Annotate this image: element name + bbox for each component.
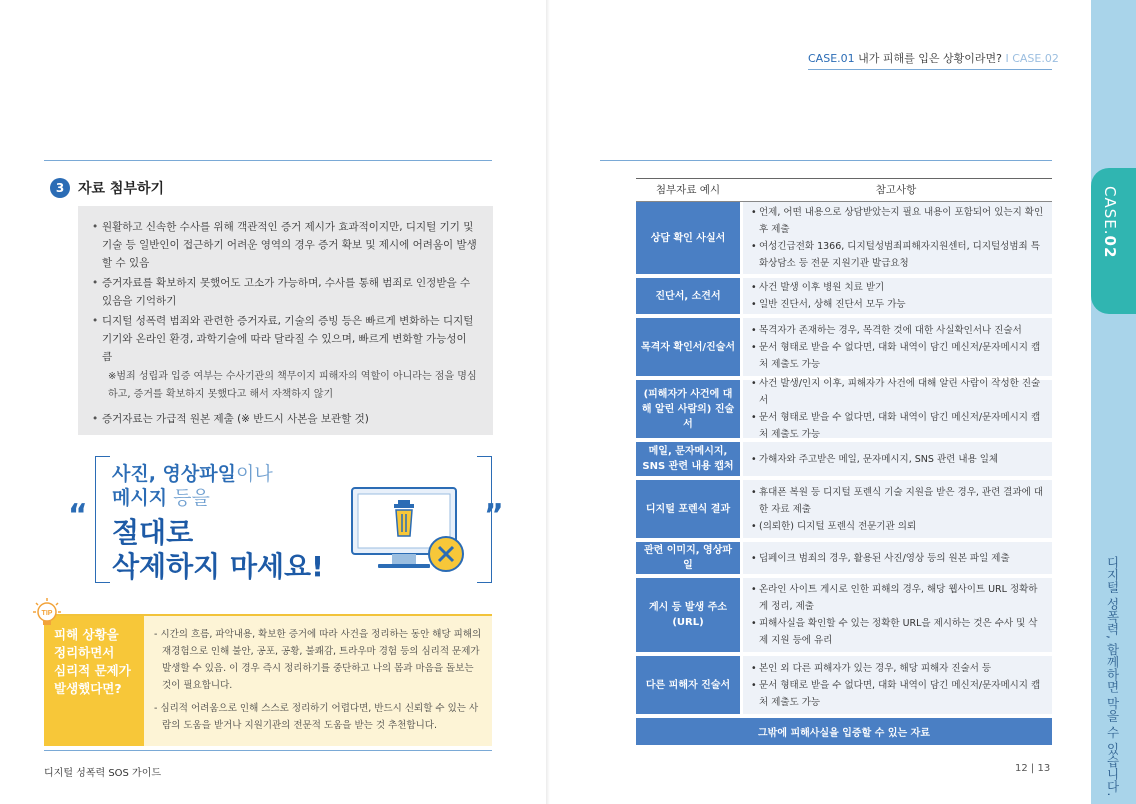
info-list xyxy=(78,206,493,428)
section-number: 3 xyxy=(50,178,70,198)
table-row xyxy=(636,656,1052,714)
lightbulb-icon xyxy=(32,597,62,627)
tip-box xyxy=(44,614,492,746)
table-col-example: 첨부자료 예시 xyxy=(655,184,721,196)
info-item: • 증거자료를 확보하지 못했어도 고소가 가능하며, 수사를 통해 범죄로 인정받을 수 있음을 기억하기 xyxy=(102,274,479,310)
row-notes: • 가해자와 주고받은 메일, 문자메시지, SNS 관련 내용 일체 xyxy=(743,442,1052,476)
row-label: (피해자가 사건에 대해 알린 사람의) 진술서 xyxy=(636,380,740,438)
info-note: ※범죄 성립과 입증 여부는 수사기관의 책무이지 피해자의 역할이 아니라는 점을 명심하고, 증거를 확보하지 못했다고 해서 자책하지 않기 xyxy=(108,371,477,400)
tip-paragraph: - 심리적 어려움으로 인해 스스로 정리하기 어렵다면, 반드시 신뢰할 수 있는 사람의 도움을 받거나 지원기관의 전문적 도움을 받는 것 추천합니다. xyxy=(154,703,479,731)
row-label: 상담 확인 사실서 xyxy=(636,202,740,274)
top-divider-right xyxy=(600,160,1052,161)
row-notes: • 목격자가 존재하는 경우, 목격한 것에 대한 사실확인서나 진술서 • 문서 형태로 받을 수 없다면, 대화 내역이 담긴 메신저/문자메시지 캡처 제출도 가능 xyxy=(743,318,1052,376)
info-item: • 디지털 성폭력 범죄와 관련한 증거자료, 기술의 증빙 등은 빠르게 변화하는 디지털 기기와 온라인 환경, 과학기술에 따라 달라질 수 있으며, 빠르게 변화할 가능성이 큼 xyxy=(102,312,479,366)
slogan-line2: 메시지 등을 xyxy=(112,487,210,509)
row-notes: • 사건 발생/인지 이후, 피해자가 사건에 대해 알린 사람이 작성한 진술서 • 문서 형태로 받을 수 없다면, 대화 내역이 담긴 메신저/문자메시지 캡처 제출도 가능 xyxy=(743,380,1052,438)
slogan-line1: 사진, 영상파일이나 xyxy=(112,463,273,485)
section-title: 자료 첨부하기 xyxy=(78,181,165,197)
info-item: • 증거자료는 가급적 원본 제출 (※ 반드시 사본을 보관할 것) xyxy=(102,410,479,428)
case-tab[interactable] xyxy=(1091,168,1136,314)
row-notes: • 본인 외 다른 피해자가 있는 경우, 해당 피해자 진술서 등 • 문서 형태로 받을 수 없다면, 대화 내역이 담긴 메신저/문자메시지 캡처 제출도 가능 xyxy=(743,656,1052,714)
close-quote-icon: ” xyxy=(484,498,504,533)
info-item: • 원활하고 신속한 수사를 위해 객관적인 증거 제시가 효과적이지만, 디지털 기기 및 기술 등 일반인이 접근하기 어려운 영역의 경우 증거 확보 및 제시에 어려움이 발생할 수 있음 xyxy=(102,218,479,272)
book-gutter xyxy=(546,0,550,804)
case-header xyxy=(808,50,1059,66)
tip-content xyxy=(154,626,484,740)
tip-title-panel xyxy=(44,616,144,746)
table-row xyxy=(636,578,1052,652)
open-quote-icon: “ xyxy=(68,498,88,533)
section-heading xyxy=(50,178,164,198)
footer-guide-title: 디지털 성폭력 SOS 가이드 xyxy=(44,768,162,779)
row-label: 다른 피해자 진술서 xyxy=(636,656,740,714)
monitor-trash-icon xyxy=(346,484,472,580)
row-label: 디지털 포렌식 결과 xyxy=(636,480,740,538)
tip-badge: TIP xyxy=(41,610,53,617)
row-notes: • 온라인 사이트 게시로 인한 피해의 경우, 해당 웹사이트 URL 정확하게 정리, 제출 • 피해사실을 확인할 수 있는 정확한 URL을 제시하는 것은 수사 및 삭제 지원 등에 유리 xyxy=(743,578,1052,652)
side-slogan: 디지털 성폭력, 함께하면 막을 수 있습니다. xyxy=(1105,556,1120,797)
table-col-notes: 참고사항 xyxy=(875,184,917,196)
row-label: 관련 이미지, 영상파일 xyxy=(636,542,740,574)
warning-slogan xyxy=(112,462,324,584)
page-numbers: 12 | 13 xyxy=(1015,763,1051,774)
row-notes: • 딥페이크 범죄의 경우, 활용된 사진/영상 등의 원본 파일 제출 xyxy=(743,542,1052,574)
tip-title: 피해 상황을 정리하면서 심리적 문제가 발생했다면? xyxy=(54,627,131,696)
case-tab-label: CASE.02 xyxy=(1101,186,1119,259)
table-row xyxy=(636,202,1052,274)
row-label: 게시 등 발생 주소 (URL) xyxy=(636,578,740,652)
row-notes: • 사건 발생 이후 병원 치료 받기 • 일반 진단서, 상해 진단서 모두 가능 xyxy=(743,278,1052,314)
row-label: 메일, 문자메시지, SNS 관련 내용 캡처 xyxy=(636,442,740,476)
table-final-row: 그밖에 피해사실을 입증할 수 있는 자료 xyxy=(636,718,1052,745)
slogan-line4: 삭제하지 마세요! xyxy=(112,550,324,583)
table-row xyxy=(636,278,1052,314)
row-notes: • 휴대폰 복원 등 디지털 포렌식 기술 지원을 받은 경우, 관련 결과에 대한 자료 제출 • (의뢰한) 디지털 포렌식 전문기관 의뢰 xyxy=(743,480,1052,538)
slogan-line3: 절대로 xyxy=(112,516,194,549)
row-label: 목격자 확인서/진술서 xyxy=(636,318,740,376)
row-label: 진단서, 소견서 xyxy=(636,278,740,314)
table-row xyxy=(636,542,1052,574)
case-title: 내가 피해를 입은 상황이라면? xyxy=(854,52,1006,65)
top-divider-left xyxy=(44,160,492,161)
case-inactive: I CASE.02 xyxy=(1005,52,1059,65)
table-row xyxy=(636,380,1052,438)
table-row xyxy=(636,318,1052,376)
table-row xyxy=(636,442,1052,476)
bracket-left xyxy=(95,456,110,583)
table-row xyxy=(636,480,1052,538)
info-box xyxy=(78,206,493,435)
tip-paragraph: - 시간의 흐름, 파악내용, 확보한 증거에 따라 사건을 정리하는 동안 해당 피해의 재경험으로 인해 불안, 공포, 공황, 불쾌감, 트라우마 경험 등의 심리적 문제가 발생할 수 있음. 이 경우 즉시 정리하기를 중단하고 나의 몸과 마음을 돌보는 것이 필요합니다. xyxy=(154,629,482,691)
bottom-divider-left xyxy=(44,750,492,751)
case-active: CASE.01 xyxy=(808,52,855,65)
table-header xyxy=(636,178,1052,202)
row-notes: • 언제, 어떤 내용으로 상담받았는지 필요 내용이 포함되어 있는지 확인 후 제출 • 여성긴급전화 1366, 디지털성범죄피해자지원센터, 디지털성범죄 특화상담소 등 전문 지원기관 발급요청 xyxy=(743,202,1052,274)
case-header-rule xyxy=(808,69,1052,70)
